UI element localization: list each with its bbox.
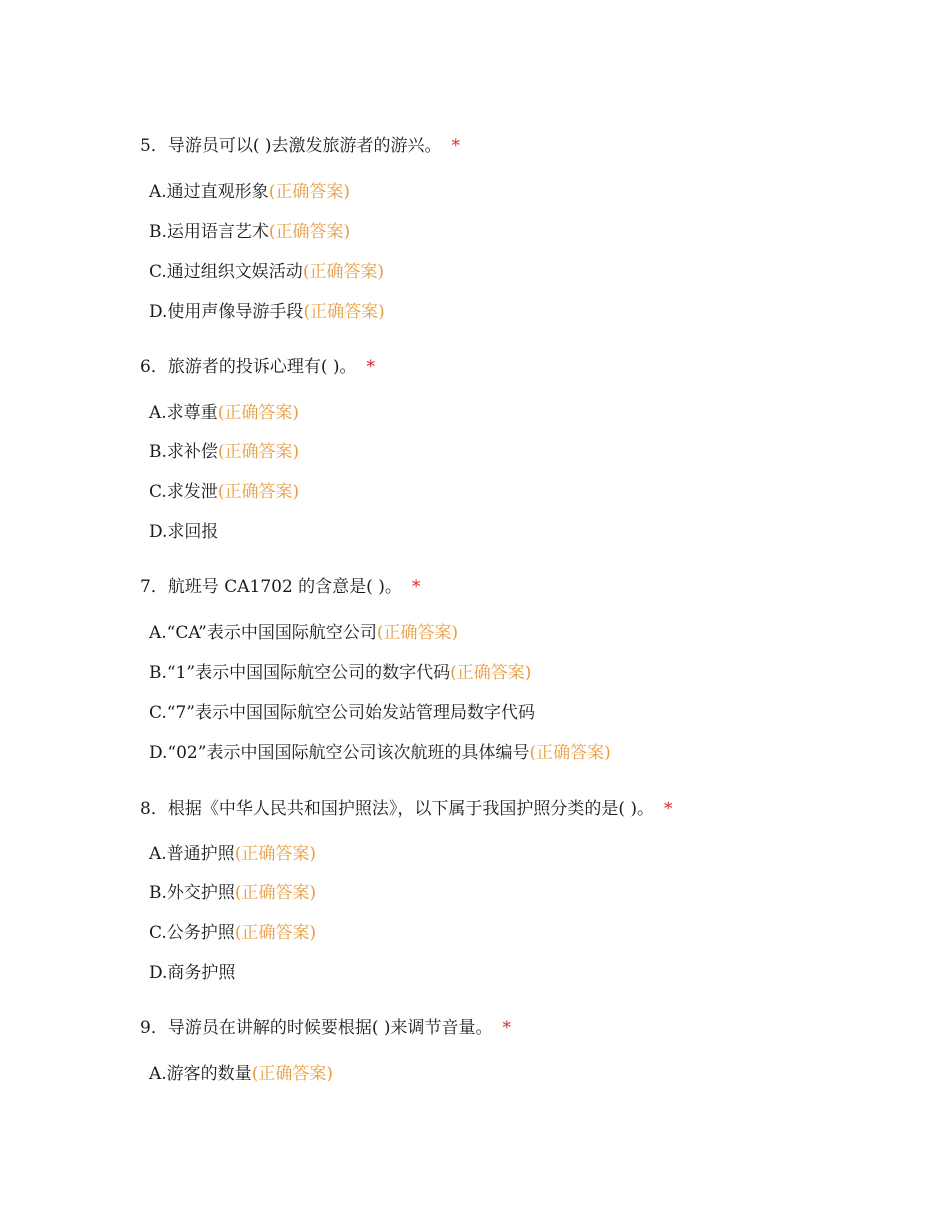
option-6a xyxy=(149,401,299,425)
option-8d xyxy=(149,961,235,985)
option-7a xyxy=(149,621,458,645)
option-7d xyxy=(149,741,611,765)
option-text: A.游客的数量 xyxy=(149,1064,252,1084)
correct-answer-tag: (正确答案) xyxy=(268,222,351,242)
option-5c xyxy=(149,260,384,284)
option-text: B.外交护照 xyxy=(149,883,235,903)
option-8c xyxy=(149,921,316,945)
correct-answer-tag: (正确答案) xyxy=(234,923,317,943)
correct-answer-tag: (正确答案) xyxy=(234,883,317,903)
question-6 xyxy=(140,355,375,379)
question-9 xyxy=(140,1016,511,1040)
option-text: D.使用声像导游手段 xyxy=(149,302,304,322)
option-8a xyxy=(149,842,316,866)
option-text: C.求发泄 xyxy=(149,482,218,502)
option-7b xyxy=(149,661,531,685)
question-8 xyxy=(140,797,672,821)
required-marker: * xyxy=(366,357,375,377)
option-8b xyxy=(149,881,316,905)
question-text: 8．根据《中华人民共和国护照法》，以下属于我国护照分类的是( )。 xyxy=(140,799,654,819)
option-text: B.“1”表示中国国际航空公司的数字代码 xyxy=(149,663,451,683)
option-text: A.普通护照 xyxy=(149,844,235,864)
option-text: D.求回报 xyxy=(149,522,219,542)
option-7c xyxy=(149,701,535,725)
required-marker: * xyxy=(451,136,460,156)
correct-answer-tag: (正确答案) xyxy=(303,302,385,322)
option-text: A.通过直观形象 xyxy=(149,182,269,202)
question-7 xyxy=(140,575,420,599)
correct-answer-tag: (正确答案) xyxy=(529,743,611,763)
option-5b xyxy=(149,220,350,244)
required-marker: * xyxy=(411,577,421,597)
option-text: A.“CA”表示中国国际航空公司 xyxy=(149,623,377,643)
question-text: 7．航班号 CA1702 的含意是( )。 xyxy=(140,577,402,597)
option-text: C.“7”表示中国国际航空公司始发站管理局数字代码 xyxy=(149,703,536,723)
option-text: C.通过组织文娱活动 xyxy=(149,262,303,282)
option-6b xyxy=(149,440,299,464)
required-marker: * xyxy=(502,1018,511,1038)
correct-answer-tag: (正确答案) xyxy=(217,403,299,423)
correct-answer-tag: (正确答案) xyxy=(251,1064,333,1084)
option-5d xyxy=(149,300,385,324)
option-6d xyxy=(149,520,218,544)
correct-answer-tag: (正确答案) xyxy=(268,182,350,202)
option-text: B.求补偿 xyxy=(149,442,218,462)
option-text: D.“02”表示中国国际航空公司该次航班的具体编号 xyxy=(149,743,530,763)
correct-answer-tag: (正确答案) xyxy=(376,623,459,643)
question-text: 9．导游员在讲解的时候要根据( )来调节音量。 xyxy=(140,1018,493,1038)
question-text: 5．导游员可以( )去激发旅游者的游兴。 xyxy=(140,136,442,156)
option-9a xyxy=(149,1062,333,1086)
correct-answer-tag: (正确答案) xyxy=(302,262,385,282)
option-6c xyxy=(149,480,299,504)
option-text: A.求尊重 xyxy=(149,403,218,423)
question-text: 6．旅游者的投诉心理有( )。 xyxy=(140,357,357,377)
option-text: B.运用语言艺术 xyxy=(149,222,269,242)
correct-answer-tag: (正确答案) xyxy=(234,844,316,864)
option-text: C.公务护照 xyxy=(149,923,235,943)
correct-answer-tag: (正确答案) xyxy=(217,482,300,502)
correct-answer-tag: (正确答案) xyxy=(217,442,300,462)
correct-answer-tag: (正确答案) xyxy=(450,663,532,683)
option-5a xyxy=(149,180,350,204)
option-text: D.商务护照 xyxy=(149,963,236,983)
question-5 xyxy=(140,134,460,158)
required-marker: * xyxy=(663,799,673,819)
